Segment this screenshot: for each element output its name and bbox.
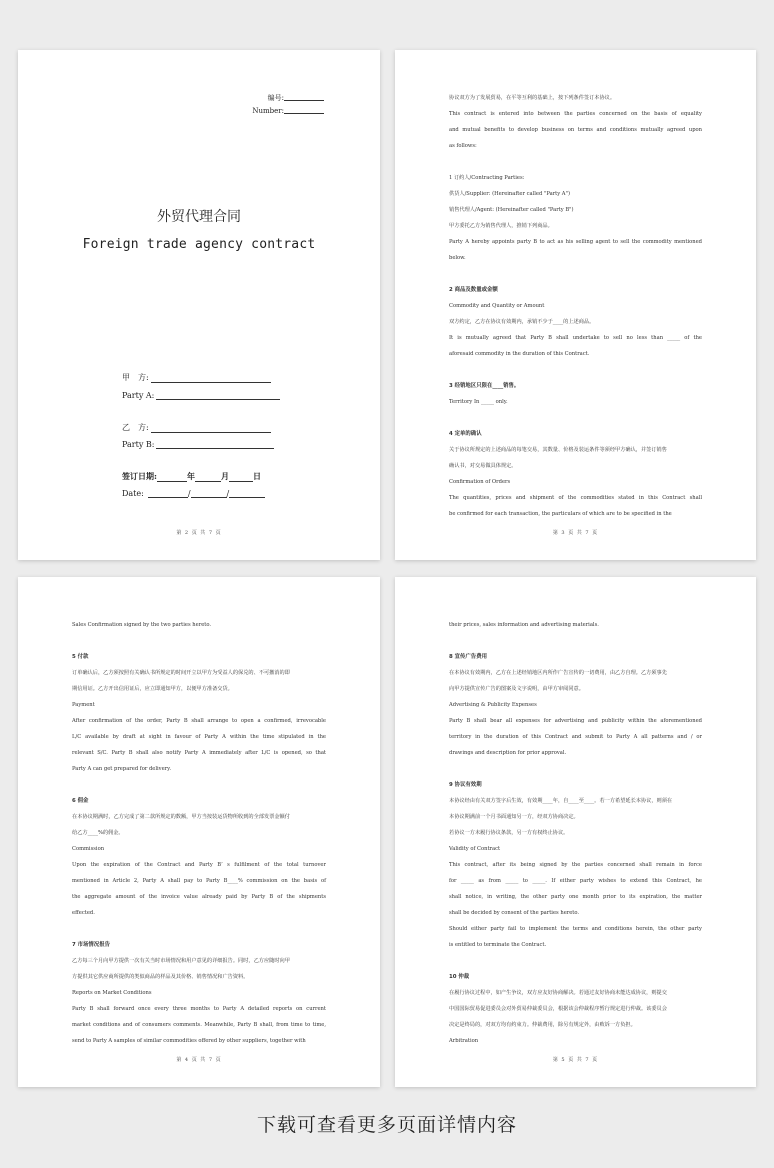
section-heading: 5 付款 xyxy=(72,654,89,660)
sign-date-label: 签订日期: xyxy=(122,471,157,481)
text-line: 期信用证。乙方开出信用证后，应立即通知甲方，以便甲方准备交货。 xyxy=(72,686,233,692)
text-line: 确认书，对交易做具体规定。 xyxy=(449,463,517,469)
paragraph-gap xyxy=(449,953,702,969)
text-line: shall notice, in writing, the other party one month prior to its expiration, the matter xyxy=(449,894,702,900)
page-number: 第 5 页 共 7 页 xyxy=(552,1057,599,1063)
text-line: 甲方委托乙方为销售代理人，推销下列商品。 xyxy=(449,223,553,229)
paragraph-gap xyxy=(449,266,702,282)
text-line: Should either party fail to implement the terms and conditions herein, the other party xyxy=(449,926,702,932)
text-line: Party A hereby appoints party B to act as his selling agent to sell the commodity mentioned xyxy=(449,239,702,245)
text-line: Arbitration xyxy=(449,1038,479,1044)
text-line: aforesaid commodity in the duration of this Contract. xyxy=(449,351,590,357)
page-4-content xyxy=(72,617,326,1049)
download-banner: 下载可查看更多页面详情内容 xyxy=(256,1114,517,1136)
text-line: 乙方每三个月向甲方提供一次有关当时市场情况和用户意见的详细报告。同时，乙方应随时向甲 xyxy=(72,958,290,964)
text-line: Upon the expiration of the Contract and Party B’ s fulfilment of the total turnover xyxy=(72,862,326,868)
text-line: 协议双方为了发展贸易，在平等互利的基础上，按下列条件签订本协议。 xyxy=(449,95,616,101)
section-heading: 8 宣传广告费用 xyxy=(449,654,487,660)
text-line: send to Party A samples of similar commodities offered by other suppliers, together with xyxy=(72,1038,306,1044)
text-line: Party B shall bear all expenses for advertising and publicity within the aforementioned xyxy=(449,718,702,724)
text-line: Party B shall forward once every three months to Party A detailed reports on current xyxy=(72,1006,326,1012)
contract-number-block xyxy=(252,92,324,118)
page-5 xyxy=(395,577,756,1087)
page-5-content xyxy=(449,617,702,1049)
paragraph-gap xyxy=(449,761,702,777)
text-line: Confirmation of Orders xyxy=(449,479,511,485)
section-heading: 4 定单的确认 xyxy=(449,431,482,437)
party-a-en-row xyxy=(122,390,280,400)
page-3 xyxy=(395,50,756,560)
paragraph-gap xyxy=(72,633,326,649)
paragraph-gap xyxy=(72,777,326,793)
sign-date-cn-row: 签订日期: 年 月 日 xyxy=(122,471,261,481)
cover-page xyxy=(18,50,380,560)
text-line: mentioned in Article 2, Party A shall pay to Party B____% commission on the basis of xyxy=(72,878,326,884)
section-heading: 3 经销地区只限在____销售。 xyxy=(449,383,520,389)
text-line: After confirmation of the order, Party B shall arrange to open a confirmed, irrevocable xyxy=(72,718,326,724)
number-label-cn: 编号: xyxy=(267,94,284,102)
text-line: Party A can get prepared for delivery. xyxy=(72,766,172,772)
text-line: 在本协议有效期内，乙方在上述经销地区内所作广告宣传的一切费用，由乙方自理。乙方须事先 xyxy=(449,670,667,676)
party-a-cn-row xyxy=(122,372,271,383)
title-cn: 外贸代理合同 xyxy=(157,209,241,225)
party-a-en-label: Party A: xyxy=(122,391,155,400)
text-line: effected. xyxy=(72,910,95,916)
party-b-cn-row xyxy=(122,422,271,433)
text-line: This contract, after its being signed by the parties concerned shall remain in force xyxy=(449,862,702,868)
party-a-cn-label: 甲 方: xyxy=(122,373,149,382)
text-line: 决定是终局的，对双方均有约束力。仲裁费用，除另有规定外，由败诉一方负担。 xyxy=(449,1022,636,1028)
page-4 xyxy=(18,577,380,1087)
page-number: 第 2 页 共 7 页 xyxy=(176,530,222,536)
text-line: Sales Confirmation signed by the two parties hereto. xyxy=(72,622,212,628)
text-line: 销售代理人/Agent: (Hereinafter called "Party B") xyxy=(449,207,574,213)
text-line: territory in the duration of this Contract and submit to Party A all patterns and / or xyxy=(449,734,702,740)
text-line: It is mutually agreed that Party B shall undertake to sell no less than _____ of the xyxy=(449,335,702,341)
text-line: and mutual benefits to develop business on terms and conditions mutually agreed upon xyxy=(449,127,702,133)
text-line: their prices, sales information and advertising materials. xyxy=(449,622,599,628)
number-label-en: Number: xyxy=(252,107,284,115)
text-line: Commodity and Quantity or Amount xyxy=(449,303,545,309)
paragraph-gap xyxy=(449,362,702,378)
text-line: drawings and description for prior approval. xyxy=(449,750,567,756)
text-line: shall be decided by consent of the parties hereto. xyxy=(449,910,580,916)
text-line: is entitled to terminate the Contract. xyxy=(449,942,547,948)
text-line: Commission xyxy=(72,846,105,852)
text-line: relevant S/C. Party B shall also notify Party A immediately after L/C is opened, so that xyxy=(72,750,326,756)
party-b-cn-label: 乙 方: xyxy=(122,423,149,432)
party-b-en-label: Party B: xyxy=(122,440,155,449)
text-line: 双方约定，乙方在协议有效期内，承销不少于____的上述商品。 xyxy=(449,319,595,325)
text-line: 中国国际贸易促进委员会对外贸易仲裁委员会，根据该会仲裁程序暂行规定进行仲裁。该委员会 xyxy=(449,1006,667,1012)
text-line: as follows: xyxy=(449,143,477,149)
date-en-label: Date: xyxy=(122,489,144,498)
text-line: Advertising & Publicity Expenses xyxy=(449,702,537,708)
page-number: 第 4 页 共 7 页 xyxy=(176,1057,222,1063)
text-line: L/C available by draft at sight in favour of Party A within the time stipulated in the xyxy=(72,734,326,740)
text-line: market conditions and of consumers comments. Meanwhile, Party B shall, from time to time, xyxy=(72,1022,326,1028)
title-en: Foreign trade agency contract xyxy=(82,237,316,252)
text-line: This contract is entered into between the parties concerned on the basis of equality xyxy=(449,111,702,117)
text-line: 方提供其它供应商所提供的类似商品的样品及其价格、销售情况和广告资料。 xyxy=(72,974,249,980)
text-line: 供货人/Supplier: (Hereinafter called "Party A") xyxy=(449,191,570,197)
text-line: the aggregate amount of the invoice value already paid by Party B of the shipments xyxy=(72,894,326,900)
text-line: Payment xyxy=(72,702,95,708)
section-heading: 6 佣金 xyxy=(72,798,89,804)
text-line: 给乙方____%的佣金。 xyxy=(72,830,124,836)
text-line: Territory In _____ only. xyxy=(449,399,508,405)
text-line: be confirmed for each transaction, the particulars of which are to be specified in the xyxy=(449,511,672,517)
date-en-row: Date: / / xyxy=(122,488,265,498)
party-b-en-row xyxy=(122,439,274,449)
text-line: 在履行协议过程中，如产生争议，双方应友好协商解决。若通过友好协商未能达成协议，则提交 xyxy=(449,990,667,996)
text-line: 订单确认后，乙方须按照有关确认书所规定的时间开立以甲方为受益人的保兑的、不可撤消的即 xyxy=(72,670,290,676)
text-line: 若协议一方未履行协议条款，另一方有权终止协议。 xyxy=(449,830,569,836)
section-heading: 9 协议有效期 xyxy=(449,782,482,788)
text-line: for _____ as from _____ to _____. If either party wishes to extend this Contract, he xyxy=(449,878,702,884)
paragraph-gap xyxy=(72,921,326,937)
text-line: 关于协议所规定的上述商品的每笔交易，其数量、价格及装运条件等须经甲方确认，并签订销售 xyxy=(449,447,667,453)
page-3-content xyxy=(449,90,702,522)
text-line: 1 订约人/Contracting Parties: xyxy=(449,175,525,181)
paragraph-gap xyxy=(449,633,702,649)
page-number: 第 3 页 共 7 页 xyxy=(552,530,599,536)
section-heading: 10 仲裁 xyxy=(449,974,470,980)
text-line: Reports on Market Conditions xyxy=(72,990,152,996)
text-line: 在本协议期满时，乙方完成了第二款所规定的数额，甲方当按装运货物所收到的全部发票金额付 xyxy=(72,814,290,820)
text-line: 本协议期满前一个月书面通知另一方，经双方协商决定。 xyxy=(449,814,579,820)
text-line: 向甲方提供宣传广告的图案及文字说明，由甲方审阅同意。 xyxy=(449,686,584,692)
section-heading: 7 市场情况报告 xyxy=(72,942,110,948)
paragraph-gap xyxy=(449,154,702,170)
section-heading: 2 商品及数量或金额 xyxy=(449,287,498,293)
text-line: The quantities, prices and shipment of the commodities stated in this Contract shall xyxy=(449,495,702,501)
text-line: 本协议经由有关双方签字后生效，有效期____年，自____至____。若一方希望延长本协议，则须在 xyxy=(449,798,673,804)
paragraph-gap xyxy=(449,410,702,426)
text-line: Validity of Contract xyxy=(449,846,501,852)
text-line: below. xyxy=(449,255,466,261)
